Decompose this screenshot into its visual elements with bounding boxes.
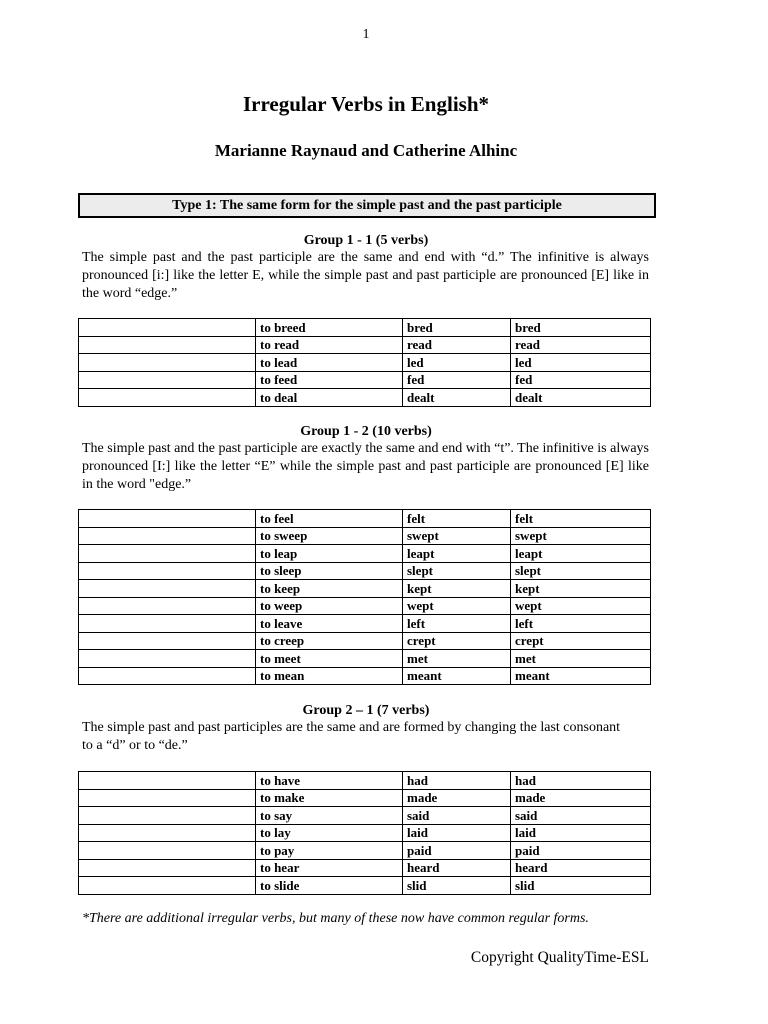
simple-past-cell: made xyxy=(403,789,511,807)
infinitive-cell: to lay xyxy=(256,824,403,842)
blank-cell xyxy=(79,824,256,842)
past-participle-cell: met xyxy=(511,650,651,668)
table-row xyxy=(79,562,651,580)
verb-table xyxy=(78,509,651,685)
blank-cell xyxy=(79,336,256,354)
blank-cell xyxy=(79,562,256,580)
simple-past-cell: heard xyxy=(403,859,511,877)
copyright: Copyright QualityTime-ESL xyxy=(470,949,649,966)
infinitive-cell: to keep xyxy=(256,580,403,598)
page-number: 1 xyxy=(362,27,370,42)
type-heading-box: Type 1: The same form for the simple past and the past participle xyxy=(78,193,656,218)
document-title: Irregular Verbs in English* xyxy=(242,92,490,116)
table-row xyxy=(79,772,651,790)
past-participle-cell: leapt xyxy=(511,545,651,563)
blank-cell xyxy=(79,510,256,528)
past-participle-cell: laid xyxy=(511,824,651,842)
past-participle-cell: dealt xyxy=(511,389,651,407)
simple-past-cell: fed xyxy=(403,371,511,389)
group-description: The simple past and the past participle are exactly the same and end with “t”. The infinitive is always pronounced [I:] like the letter “E” while the simple past and past participle are pronounced [E] like in the word "edge.” xyxy=(82,441,649,492)
past-participle-cell: slid xyxy=(511,877,651,895)
infinitive-cell: to leave xyxy=(256,615,403,633)
group-heading: Group 1 - 1 (5 verbs) xyxy=(303,233,429,248)
infinitive-cell: to leap xyxy=(256,545,403,563)
infinitive-cell: to slide xyxy=(256,877,403,895)
simple-past-cell: said xyxy=(403,807,511,825)
table-row xyxy=(79,545,651,563)
infinitive-cell: to sweep xyxy=(256,527,403,545)
simple-past-cell: leapt xyxy=(403,545,511,563)
table-row xyxy=(79,389,651,407)
blank-cell xyxy=(79,545,256,563)
blank-cell xyxy=(79,772,256,790)
infinitive-cell: to feel xyxy=(256,510,403,528)
table-row xyxy=(79,354,651,372)
simple-past-cell: left xyxy=(403,615,511,633)
infinitive-cell: to breed xyxy=(256,319,403,337)
table-row xyxy=(79,632,651,650)
table-row xyxy=(79,319,651,337)
past-participle-cell: meant xyxy=(511,667,651,685)
simple-past-cell: meant xyxy=(403,667,511,685)
simple-past-cell: wept xyxy=(403,597,511,615)
simple-past-cell: swept xyxy=(403,527,511,545)
past-participle-cell: said xyxy=(511,807,651,825)
table-row xyxy=(79,807,651,825)
past-participle-cell: paid xyxy=(511,842,651,860)
past-participle-cell: led xyxy=(511,354,651,372)
table-row xyxy=(79,842,651,860)
blank-cell xyxy=(79,650,256,668)
infinitive-cell: to feed xyxy=(256,371,403,389)
past-participle-cell: had xyxy=(511,772,651,790)
blank-cell xyxy=(79,667,256,685)
infinitive-cell: to sleep xyxy=(256,562,403,580)
simple-past-cell: dealt xyxy=(403,389,511,407)
infinitive-cell: to read xyxy=(256,336,403,354)
table-row xyxy=(79,527,651,545)
table-row xyxy=(79,667,651,685)
table-row xyxy=(79,371,651,389)
table-row xyxy=(79,824,651,842)
simple-past-cell: led xyxy=(403,354,511,372)
table-row xyxy=(79,877,651,895)
infinitive-cell: to meet xyxy=(256,650,403,668)
blank-cell xyxy=(79,527,256,545)
infinitive-cell: to lead xyxy=(256,354,403,372)
infinitive-cell: to have xyxy=(256,772,403,790)
past-participle-cell: wept xyxy=(511,597,651,615)
table-row xyxy=(79,650,651,668)
infinitive-cell: to creep xyxy=(256,632,403,650)
table-row xyxy=(79,597,651,615)
infinitive-cell: to weep xyxy=(256,597,403,615)
past-participle-cell: swept xyxy=(511,527,651,545)
simple-past-cell: paid xyxy=(403,842,511,860)
blank-cell xyxy=(79,389,256,407)
table-row xyxy=(79,859,651,877)
table-row xyxy=(79,789,651,807)
simple-past-cell: bred xyxy=(403,319,511,337)
blank-cell xyxy=(79,632,256,650)
past-participle-cell: kept xyxy=(511,580,651,598)
simple-past-cell: had xyxy=(403,772,511,790)
infinitive-cell: to deal xyxy=(256,389,403,407)
simple-past-cell: read xyxy=(403,336,511,354)
past-participle-cell: bred xyxy=(511,319,651,337)
group-description: The simple past and past participles are the same and are formed by changing the last consonant to a “d” or to “de.” xyxy=(82,720,621,753)
infinitive-cell: to hear xyxy=(256,859,403,877)
past-participle-cell: read xyxy=(511,336,651,354)
group-description: The simple past and the past participle are the same and end with “d.” The infinitive is always pronounced [i:] like the letter E, while the simple past and past participle are pronounced [E] like in the word “edge.” xyxy=(82,250,649,301)
group-heading: Group 1 - 2 (10 verbs) xyxy=(300,424,432,439)
simple-past-cell: laid xyxy=(403,824,511,842)
blank-cell xyxy=(79,859,256,877)
past-participle-cell: slept xyxy=(511,562,651,580)
blank-cell xyxy=(79,877,256,895)
blank-cell xyxy=(79,597,256,615)
simple-past-cell: slid xyxy=(403,877,511,895)
past-participle-cell: made xyxy=(511,789,651,807)
infinitive-cell: to pay xyxy=(256,842,403,860)
past-participle-cell: crept xyxy=(511,632,651,650)
infinitive-cell: to say xyxy=(256,807,403,825)
table-row xyxy=(79,510,651,528)
blank-cell xyxy=(79,354,256,372)
past-participle-cell: fed xyxy=(511,371,651,389)
blank-cell xyxy=(79,615,256,633)
verb-table xyxy=(78,318,651,407)
blank-cell xyxy=(79,319,256,337)
past-participle-cell: left xyxy=(511,615,651,633)
table-row xyxy=(79,580,651,598)
past-participle-cell: heard xyxy=(511,859,651,877)
document-authors: Marianne Raynaud and Catherine Alhinc xyxy=(214,141,518,160)
verb-table xyxy=(78,771,651,895)
infinitive-cell: to make xyxy=(256,789,403,807)
blank-cell xyxy=(79,789,256,807)
simple-past-cell: kept xyxy=(403,580,511,598)
footnote: *There are additional irregular verbs, but many of these now have common regular forms. xyxy=(82,911,589,926)
table-row xyxy=(79,336,651,354)
blank-cell xyxy=(79,842,256,860)
infinitive-cell: to mean xyxy=(256,667,403,685)
simple-past-cell: met xyxy=(403,650,511,668)
blank-cell xyxy=(79,807,256,825)
simple-past-cell: felt xyxy=(403,510,511,528)
group-heading: Group 2 – 1 (7 verbs) xyxy=(302,703,430,718)
blank-cell xyxy=(79,580,256,598)
simple-past-cell: slept xyxy=(403,562,511,580)
simple-past-cell: crept xyxy=(403,632,511,650)
past-participle-cell: felt xyxy=(511,510,651,528)
blank-cell xyxy=(79,371,256,389)
table-row xyxy=(79,615,651,633)
